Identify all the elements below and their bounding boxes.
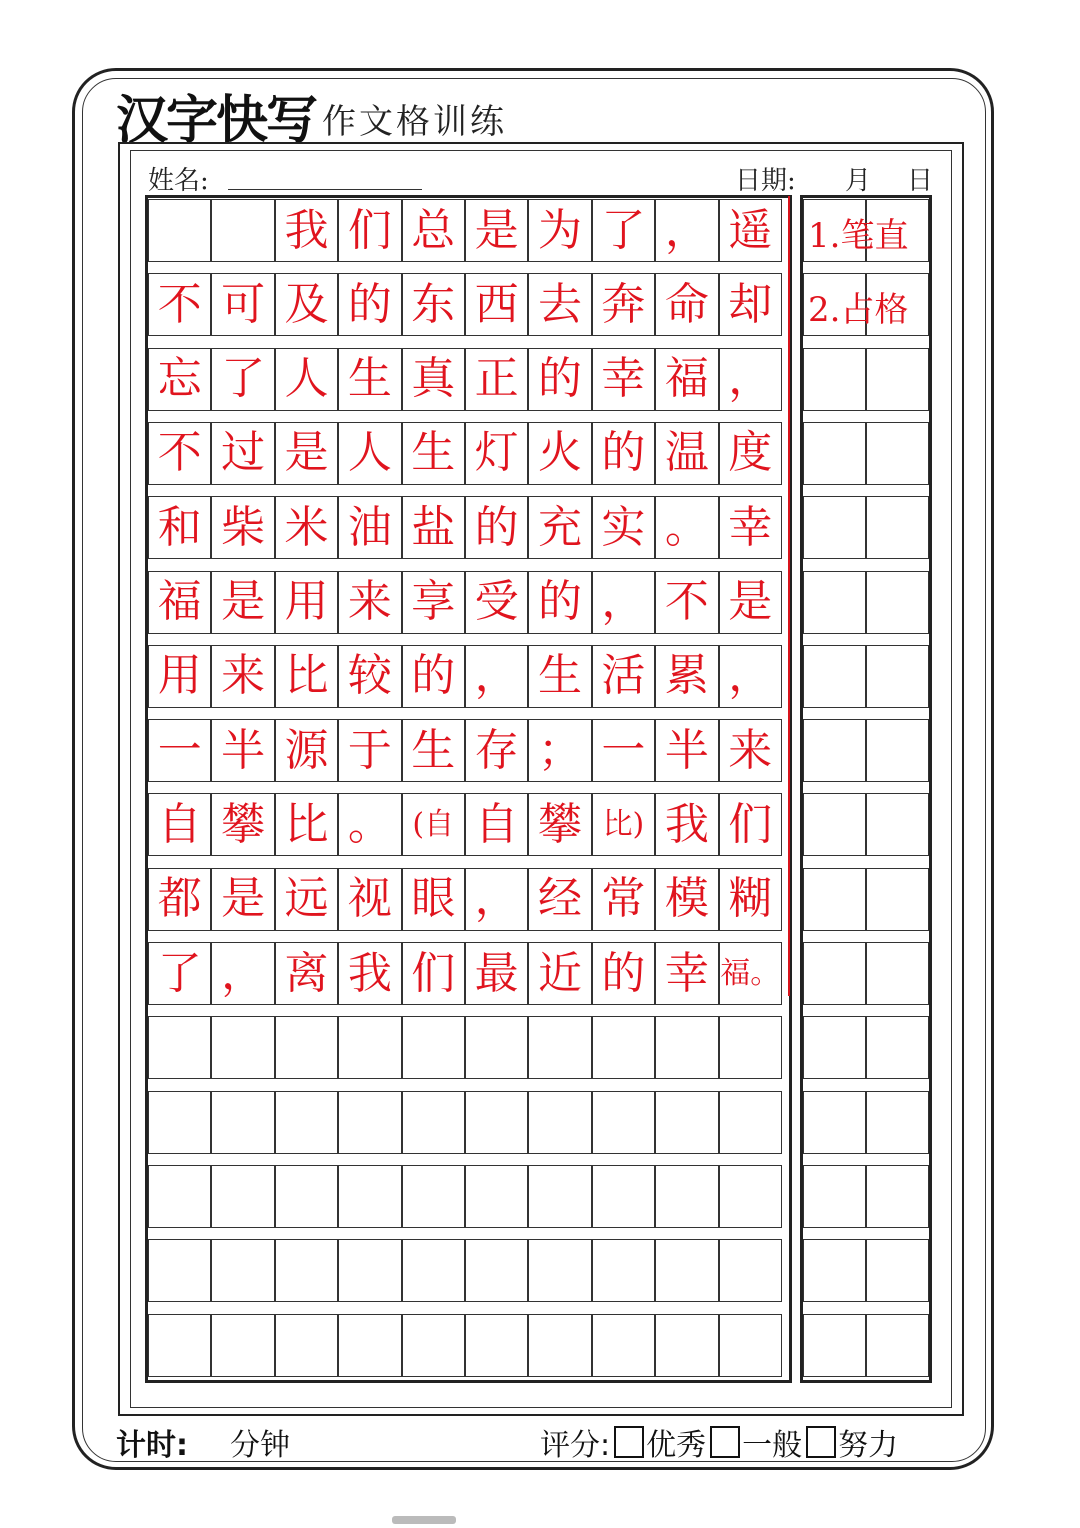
grid-cell[interactable]: 糊 xyxy=(719,868,782,931)
grid-row xyxy=(148,273,782,336)
grid-cell[interactable] xyxy=(148,1314,211,1377)
grid-cell[interactable] xyxy=(465,1165,528,1228)
notes-row xyxy=(803,645,929,708)
grid-cell[interactable]: 福 xyxy=(148,571,211,634)
grid-row xyxy=(148,1091,782,1154)
grid-cell[interactable] xyxy=(592,1239,655,1302)
day-label: 日 xyxy=(907,166,934,196)
grid-cell[interactable]: 是 xyxy=(275,422,338,485)
grid-cell[interactable]: 最 xyxy=(465,942,528,1005)
minutes-label: 分钟 xyxy=(230,1428,290,1463)
grid-row xyxy=(148,1165,782,1228)
grid-cell[interactable]: ， xyxy=(719,348,782,411)
grid-cell[interactable]: 米 xyxy=(275,496,338,559)
grid-cell[interactable] xyxy=(402,1091,465,1154)
grid-cell[interactable]: 过 xyxy=(211,422,274,485)
grid-cell[interactable]: 火 xyxy=(528,422,591,485)
grid-cell[interactable]: 福 xyxy=(655,348,718,411)
grid-cell[interactable]: 一 xyxy=(148,719,211,782)
grid-cell[interactable]: ， xyxy=(592,571,655,634)
margin-redline xyxy=(788,196,790,996)
grid-cell[interactable]: 自 xyxy=(465,793,528,856)
notes-cell[interactable] xyxy=(803,868,866,931)
grid-cell[interactable] xyxy=(719,1165,782,1228)
grid-cell[interactable] xyxy=(592,1016,655,1079)
grid-cell[interactable]: 存 xyxy=(465,719,528,782)
grid-cell[interactable]: 远 xyxy=(275,868,338,931)
grid-cell[interactable]: 是 xyxy=(211,571,274,634)
grid-cell[interactable] xyxy=(592,1314,655,1377)
grid-cell[interactable]: 遥 xyxy=(719,199,782,262)
grid-cell[interactable]: 福。 xyxy=(719,942,782,1005)
grid-cell[interactable]: 较 xyxy=(338,645,401,708)
notes-cell[interactable] xyxy=(866,1091,929,1154)
grid-cell[interactable]: 来 xyxy=(211,645,274,708)
score-label: 评分: xyxy=(540,1428,611,1463)
notes-cell[interactable] xyxy=(866,1239,929,1302)
grid-cell[interactable] xyxy=(211,1091,274,1154)
grid-row xyxy=(148,1016,782,1079)
notes-row xyxy=(803,1016,929,1079)
grid-cell[interactable]: 人 xyxy=(275,348,338,411)
grid-cell[interactable] xyxy=(402,1239,465,1302)
grid-cell[interactable]: 半 xyxy=(211,719,274,782)
grid-cell[interactable] xyxy=(211,1165,274,1228)
score-row xyxy=(540,1420,898,1464)
grid-cell[interactable]: ， xyxy=(655,199,718,262)
notes-cell[interactable] xyxy=(866,496,929,559)
grid-row xyxy=(148,571,782,634)
grid-cell[interactable]: 的 xyxy=(338,273,401,336)
notes-cell[interactable] xyxy=(803,1091,866,1154)
checkbox-effort[interactable] xyxy=(806,1426,836,1458)
grid-cell[interactable] xyxy=(338,1016,401,1079)
grid-cell[interactable]: 的 xyxy=(592,942,655,1005)
grid-cell[interactable]: 们 xyxy=(402,942,465,1005)
grid-cell[interactable] xyxy=(338,1091,401,1154)
grid-cell[interactable] xyxy=(592,1165,655,1228)
grid-cell[interactable]: 经 xyxy=(528,868,591,931)
grid-cell[interactable] xyxy=(148,199,211,262)
grid-row xyxy=(148,1239,782,1302)
grid-cell[interactable] xyxy=(402,1016,465,1079)
grid-row xyxy=(148,719,782,782)
notes-cell[interactable] xyxy=(803,1314,866,1377)
date-label: 日期: xyxy=(735,166,796,196)
grid-cell[interactable]: 充 xyxy=(528,496,591,559)
grid-cell[interactable]: 的 xyxy=(465,496,528,559)
grid-cell[interactable] xyxy=(211,1239,274,1302)
grid-cell[interactable]: 于 xyxy=(338,719,401,782)
grid-cell[interactable]: 一 xyxy=(592,719,655,782)
grid-cell[interactable] xyxy=(211,1314,274,1377)
grid-row xyxy=(148,868,782,931)
grid-cell[interactable]: 真 xyxy=(402,348,465,411)
grid-cell[interactable]: 是 xyxy=(465,199,528,262)
grid-cell[interactable]: 及 xyxy=(275,273,338,336)
grid-cell[interactable] xyxy=(528,1016,591,1079)
grid-cell[interactable]: 模 xyxy=(655,868,718,931)
grid-cell[interactable]: 眼 xyxy=(402,868,465,931)
notes-cell[interactable] xyxy=(866,571,929,634)
notes-cell[interactable] xyxy=(803,348,866,411)
notes-cell[interactable] xyxy=(866,348,929,411)
grid-cell[interactable]: 比 xyxy=(275,793,338,856)
grid-cell[interactable] xyxy=(402,1314,465,1377)
grid-row xyxy=(148,942,782,1005)
note-1: 1.笔直 xyxy=(808,216,909,256)
grid-cell[interactable] xyxy=(338,1239,401,1302)
grid-cell[interactable]: 生 xyxy=(338,348,401,411)
notes-cell[interactable] xyxy=(866,645,929,708)
grid-row xyxy=(148,645,782,708)
grid-cell[interactable]: 视 xyxy=(338,868,401,931)
grid-cell[interactable]: 常 xyxy=(592,868,655,931)
grid-cell[interactable]: 了 xyxy=(211,348,274,411)
grid-cell[interactable]: 享 xyxy=(402,571,465,634)
grid-cell[interactable]: 来 xyxy=(719,719,782,782)
grid-cell[interactable]: 我 xyxy=(338,942,401,1005)
grid-cell[interactable]: 灯 xyxy=(465,422,528,485)
option-average: 一般 xyxy=(742,1428,803,1463)
grid-cell[interactable]: 用 xyxy=(275,571,338,634)
notes-row xyxy=(803,942,929,1005)
notes-row xyxy=(803,571,929,634)
notes-row xyxy=(803,868,929,931)
grid-cell[interactable] xyxy=(655,1016,718,1079)
grid-cell[interactable]: 幸 xyxy=(719,496,782,559)
grid-cell[interactable]: 的 xyxy=(592,422,655,485)
grid-cell[interactable]: 生 xyxy=(528,645,591,708)
grid-cell[interactable]: 去 xyxy=(528,273,591,336)
notes-cell[interactable] xyxy=(803,496,866,559)
grid-cell[interactable]: 总 xyxy=(402,199,465,262)
grid-cell[interactable]: 半 xyxy=(655,719,718,782)
grid-cell[interactable]: 比) xyxy=(592,793,655,856)
grid-cell[interactable]: 正 xyxy=(465,348,528,411)
grid-cell[interactable] xyxy=(148,1016,211,1079)
grid-cell[interactable]: 的 xyxy=(528,348,591,411)
grid-cell[interactable] xyxy=(275,1239,338,1302)
grid-row xyxy=(148,1314,782,1377)
grid-cell[interactable]: ， xyxy=(211,942,274,1005)
grid-cell[interactable] xyxy=(465,1016,528,1079)
notes-cell[interactable] xyxy=(803,942,866,1005)
grid-cell[interactable]: 不 xyxy=(148,273,211,336)
grid-cell[interactable] xyxy=(719,1314,782,1377)
grid-cell[interactable]: ， xyxy=(719,645,782,708)
grid-cell[interactable]: 近 xyxy=(528,942,591,1005)
grid-cell[interactable]: 们 xyxy=(719,793,782,856)
option-excellent: 优秀 xyxy=(646,1428,707,1463)
grid-cell[interactable]: 攀 xyxy=(528,793,591,856)
grid-cell[interactable]: 东 xyxy=(402,273,465,336)
notes-row xyxy=(803,1165,929,1228)
grid-cell[interactable]: 生 xyxy=(402,422,465,485)
title-sub: 作文格训练 xyxy=(322,102,507,142)
grid-cell[interactable]: 受 xyxy=(465,571,528,634)
grid-cell[interactable] xyxy=(465,1314,528,1377)
grid-cell[interactable]: 人 xyxy=(338,422,401,485)
grid-row xyxy=(148,199,782,262)
notes-row xyxy=(803,422,929,485)
grid-cell[interactable] xyxy=(338,1314,401,1377)
grid-cell[interactable]: 可 xyxy=(211,273,274,336)
grid-cell[interactable] xyxy=(655,1091,718,1154)
grid-cell[interactable]: 是 xyxy=(719,571,782,634)
grid-cell[interactable] xyxy=(719,1091,782,1154)
grid-cell[interactable]: 。 xyxy=(655,496,718,559)
grid-cell[interactable] xyxy=(465,1239,528,1302)
notes-row xyxy=(803,1314,929,1377)
grid-cell[interactable]: 命 xyxy=(655,273,718,336)
notes-cell[interactable] xyxy=(866,422,929,485)
grid-cell[interactable] xyxy=(211,1016,274,1079)
grid-cell[interactable] xyxy=(275,1091,338,1154)
grid-cell[interactable] xyxy=(148,1239,211,1302)
notes-cell[interactable] xyxy=(803,422,866,485)
grid-cell[interactable]: 我 xyxy=(655,793,718,856)
grid-cell[interactable]: 我 xyxy=(275,199,338,262)
notes-row xyxy=(803,496,929,559)
name-field-line[interactable] xyxy=(228,189,422,190)
grid-cell[interactable]: 幸 xyxy=(592,348,655,411)
grid-cell[interactable] xyxy=(275,1016,338,1079)
month-label: 月 xyxy=(845,166,872,196)
notes-cell[interactable] xyxy=(803,1239,866,1302)
grid-cell[interactable]: 累 xyxy=(655,645,718,708)
grid-cell[interactable]: 为 xyxy=(528,199,591,262)
grid-cell[interactable]: 度 xyxy=(719,422,782,485)
grid-cell[interactable]: 了 xyxy=(148,942,211,1005)
grid-row xyxy=(148,496,782,559)
grid-cell[interactable]: 幸 xyxy=(655,942,718,1005)
grid-cell[interactable]: 用 xyxy=(148,645,211,708)
notes-cell[interactable] xyxy=(866,793,929,856)
grid-cell[interactable]: 实 xyxy=(592,496,655,559)
grid-cell[interactable]: 柴 xyxy=(211,496,274,559)
notes-cell[interactable] xyxy=(803,793,866,856)
grid-cell[interactable] xyxy=(148,1091,211,1154)
grid-cell[interactable]: ， xyxy=(465,645,528,708)
notes-row xyxy=(803,793,929,856)
grid-cell[interactable] xyxy=(402,1165,465,1228)
notes-row xyxy=(803,719,929,782)
grid-cell[interactable]: 不 xyxy=(655,571,718,634)
option-effort: 努力 xyxy=(838,1428,899,1463)
notes-cell[interactable] xyxy=(866,719,929,782)
notes-cell[interactable] xyxy=(866,1165,929,1228)
grid-cell[interactable]: ， xyxy=(465,868,528,931)
grid-cell[interactable]: 的 xyxy=(402,645,465,708)
grid-cell[interactable]: 们 xyxy=(338,199,401,262)
grid-cell[interactable] xyxy=(655,1165,718,1228)
grid-cell[interactable]: 是 xyxy=(211,868,274,931)
grid-cell[interactable] xyxy=(148,1165,211,1228)
grid-row xyxy=(148,348,782,411)
grid-cell[interactable]: 自 xyxy=(148,793,211,856)
note-2: 2.占格 xyxy=(808,290,909,330)
grid-cell[interactable]: 盐 xyxy=(402,496,465,559)
page-footer-mark xyxy=(392,1516,456,1524)
checkbox-excellent[interactable] xyxy=(614,1426,644,1458)
grid-cell[interactable]: 和 xyxy=(148,496,211,559)
notes-cell[interactable] xyxy=(803,1165,866,1228)
notes-cell[interactable] xyxy=(803,571,866,634)
grid-cell[interactable]: 攀 xyxy=(211,793,274,856)
grid-cell[interactable]: (自 xyxy=(402,793,465,856)
grid-cell[interactable] xyxy=(211,199,274,262)
grid-cell[interactable] xyxy=(719,1016,782,1079)
notes-cell[interactable] xyxy=(803,719,866,782)
name-label: 姓名: xyxy=(148,166,209,196)
grid-cell[interactable] xyxy=(528,1091,591,1154)
grid-cell[interactable]: 比 xyxy=(275,645,338,708)
grid-cell[interactable] xyxy=(592,1091,655,1154)
grid-cell[interactable]: ； xyxy=(528,719,591,782)
checkbox-average[interactable] xyxy=(710,1426,740,1458)
grid-cell[interactable]: 却 xyxy=(719,273,782,336)
grid-row xyxy=(148,793,782,856)
notes-cell[interactable] xyxy=(866,1314,929,1377)
grid-cell[interactable] xyxy=(655,1239,718,1302)
grid-cell[interactable] xyxy=(465,1091,528,1154)
grid-cell[interactable] xyxy=(338,1165,401,1228)
grid-cell[interactable] xyxy=(719,1239,782,1302)
grid-cell[interactable] xyxy=(655,1314,718,1377)
grid-cell[interactable] xyxy=(275,1314,338,1377)
grid-cell[interactable]: 都 xyxy=(148,868,211,931)
grid-cell[interactable]: 生 xyxy=(402,719,465,782)
grid-cell[interactable]: 源 xyxy=(275,719,338,782)
grid-row xyxy=(148,422,782,485)
notes-cell[interactable] xyxy=(803,645,866,708)
grid-cell[interactable]: 奔 xyxy=(592,273,655,336)
grid-cell[interactable]: 。 xyxy=(338,793,401,856)
notes-cell[interactable] xyxy=(866,942,929,1005)
notes-cell[interactable] xyxy=(803,1016,866,1079)
grid-cell[interactable]: 温 xyxy=(655,422,718,485)
notes-row xyxy=(803,1091,929,1154)
notes-cell[interactable] xyxy=(866,1016,929,1079)
grid-cell[interactable]: 了 xyxy=(592,199,655,262)
notes-row xyxy=(803,348,929,411)
title-main: 汉字快写 xyxy=(116,91,317,151)
grid-cell[interactable] xyxy=(528,1314,591,1377)
grid-cell[interactable] xyxy=(528,1165,591,1228)
grid-cell[interactable] xyxy=(528,1239,591,1302)
notes-cell[interactable] xyxy=(866,868,929,931)
grid-cell[interactable]: 忘 xyxy=(148,348,211,411)
grid-cell[interactable]: 西 xyxy=(465,273,528,336)
grid-cell[interactable]: 油 xyxy=(338,496,401,559)
grid-cell[interactable]: 来 xyxy=(338,571,401,634)
grid-cell[interactable]: 的 xyxy=(528,571,591,634)
grid-cell[interactable]: 活 xyxy=(592,645,655,708)
notes-row xyxy=(803,1239,929,1302)
grid-cell[interactable]: 不 xyxy=(148,422,211,485)
grid-cell[interactable] xyxy=(275,1165,338,1228)
grid-cell[interactable]: 离 xyxy=(275,942,338,1005)
timer-label: 计时: xyxy=(116,1428,188,1463)
